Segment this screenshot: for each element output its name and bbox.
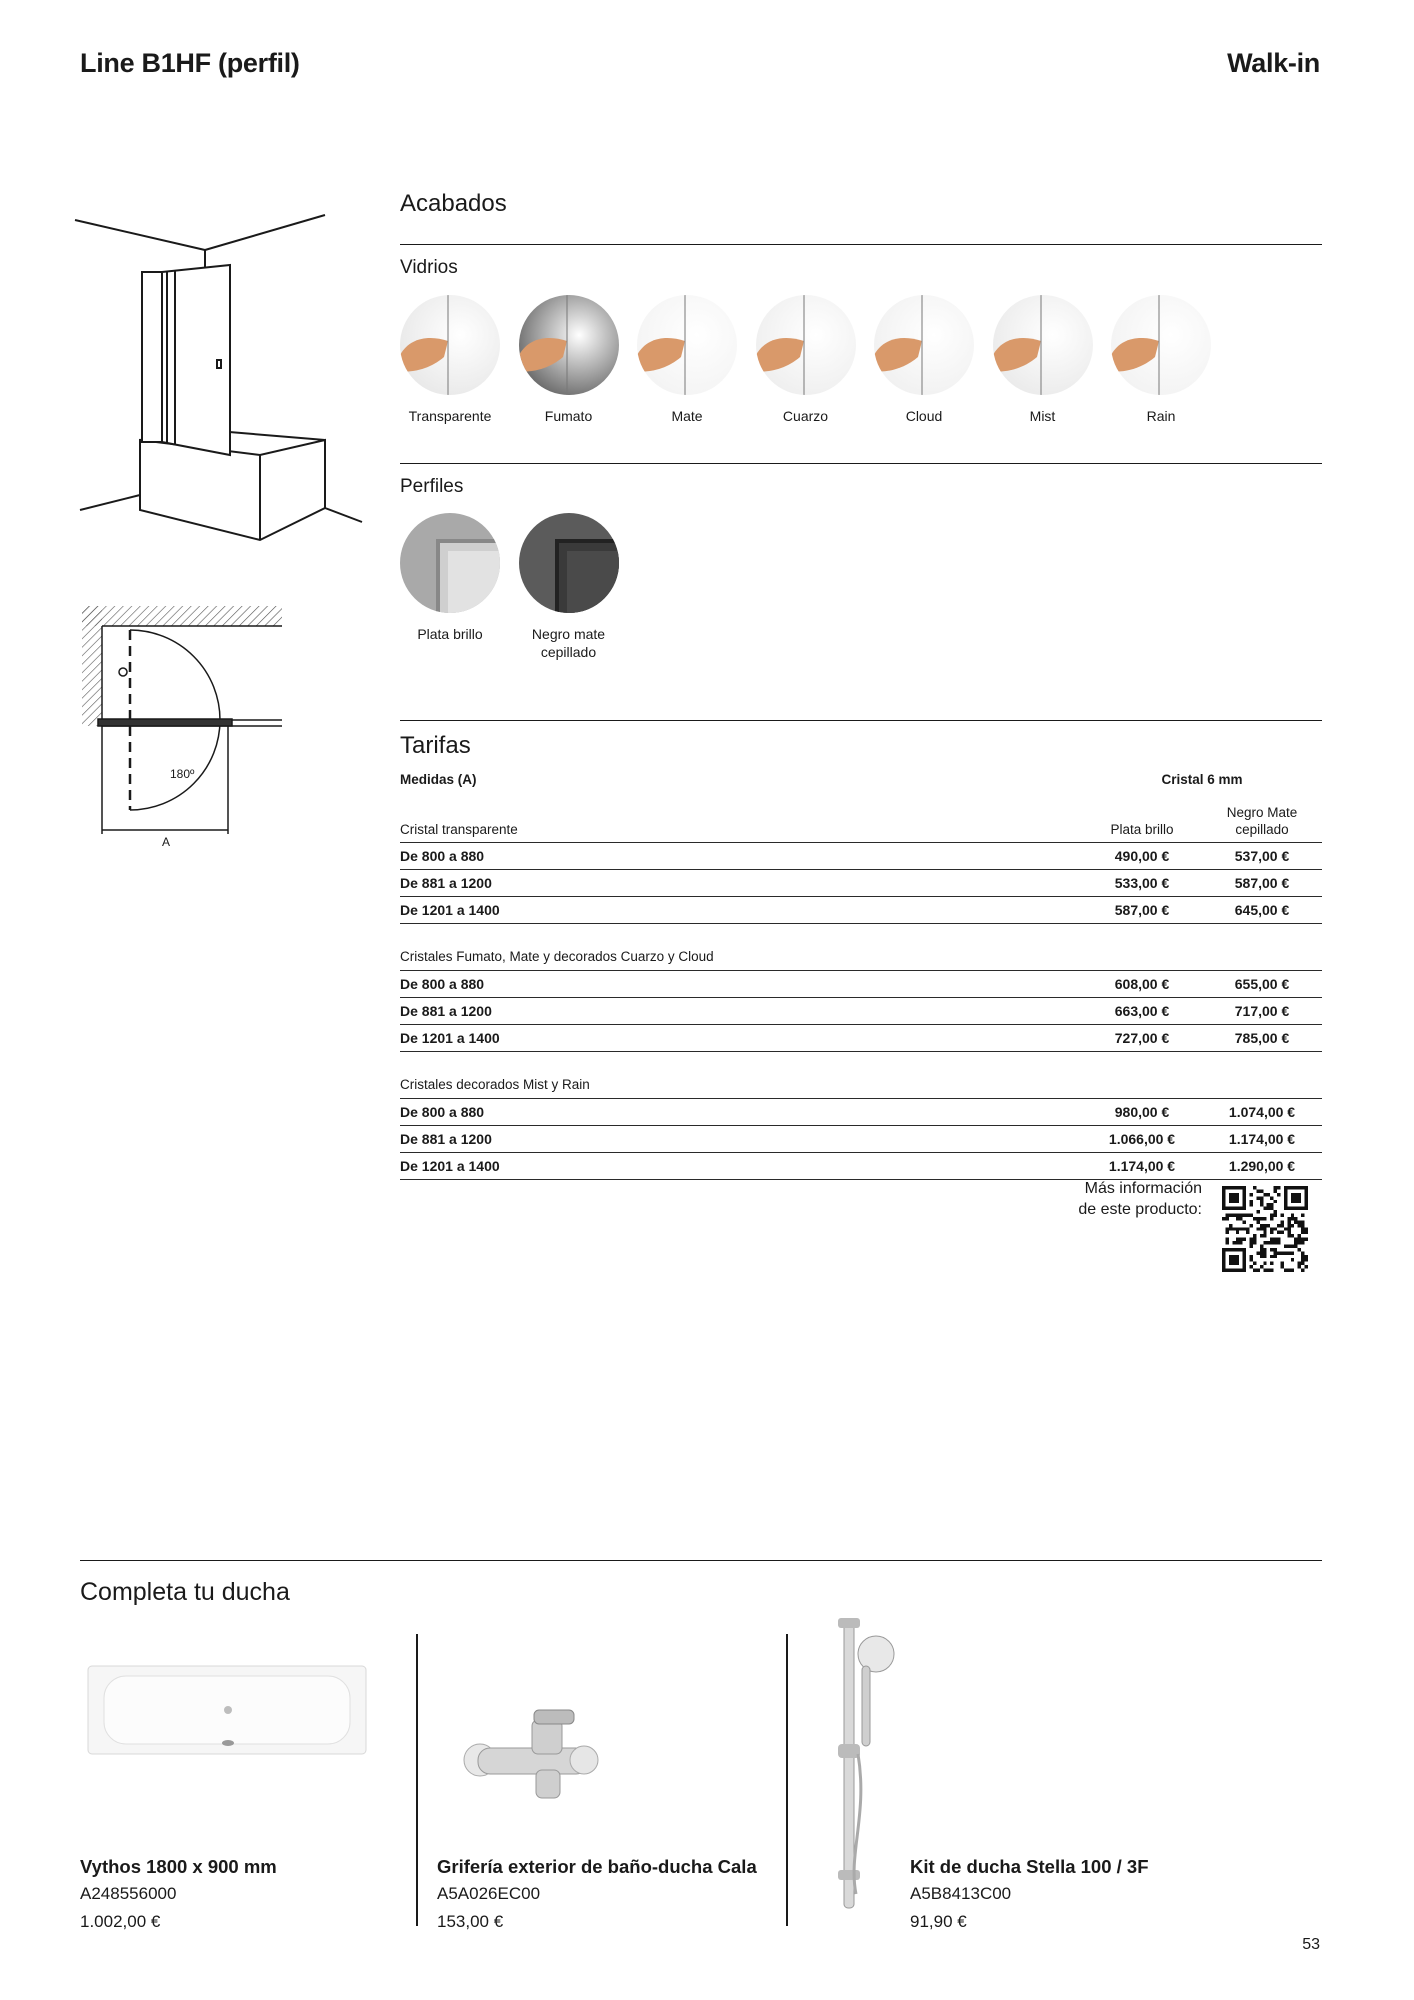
product-price: 91,90 € (910, 1912, 967, 1931)
column-header: Negro Mate cepillado (1202, 802, 1322, 843)
qr-code-icon[interactable] (1222, 1186, 1308, 1272)
size-cell: De 1201 a 1400 (400, 1025, 1082, 1052)
price-cell: 1.174,00 € (1082, 1153, 1202, 1180)
product-name[interactable]: Vythos 1800 x 900 mm (80, 1856, 277, 1877)
product-name[interactable]: Grifería exterior de baño-ducha Cala (437, 1856, 757, 1877)
glass-thickness-label: Cristal 6 mm (1161, 772, 1243, 787)
swatch-label: Plata brillo (417, 626, 483, 642)
complete-title: Completa tu ducha (80, 1578, 290, 1606)
plan-view-drawing (78, 600, 298, 850)
page-number: 53 (1302, 1936, 1320, 1953)
price-cell: 533,00 € (1082, 870, 1202, 897)
product-code: A5B8413C00 (910, 1884, 1012, 1903)
product-card[interactable] (437, 1856, 757, 1932)
swatch-circle[interactable] (1111, 295, 1211, 395)
divider (400, 463, 1322, 464)
table-row (400, 1153, 1322, 1180)
finish-swatch[interactable] (519, 295, 619, 425)
price-cell: 1.290,00 € (1202, 1153, 1322, 1180)
divider (400, 244, 1322, 245)
swatch-circle[interactable] (637, 295, 737, 395)
column-header: Plata brillo (1082, 802, 1202, 843)
size-cell: De 800 a 880 (400, 1099, 1082, 1126)
price-table (400, 772, 1322, 1180)
swatch-label: Cloud (905, 408, 943, 424)
measures-label: Medidas (A) (400, 772, 477, 787)
product-code: A5A026EC00 (437, 1884, 541, 1903)
price-cell: 663,00 € (1082, 998, 1202, 1025)
price-cell: 608,00 € (1082, 971, 1202, 998)
category-title: Walk-in (1227, 48, 1320, 78)
group-label: Cristal transparente (400, 802, 1082, 843)
glass-subtitle: Vidrios (400, 257, 458, 278)
more-info-line1: Más información (1084, 1180, 1202, 1197)
table-row (400, 1126, 1322, 1153)
product-card[interactable] (910, 1856, 1149, 1932)
product-price: 1.002,00 € (80, 1912, 161, 1931)
swatch-circle[interactable] (519, 295, 619, 395)
swatch-circle[interactable] (993, 295, 1093, 395)
angle-label: 180º (170, 767, 195, 781)
swatch-circle[interactable] (400, 295, 500, 395)
finishes-title: Acabados (400, 190, 507, 217)
swatch-label: Transparente (408, 408, 492, 424)
more-info-line2: de este producto: (1078, 1201, 1202, 1218)
price-cell: 537,00 € (1202, 843, 1322, 870)
table-row (400, 1099, 1322, 1126)
group-label: Cristales decorados Mist y Rain (400, 1052, 1322, 1099)
size-cell: De 800 a 880 (400, 971, 1082, 998)
swatch-circle[interactable] (874, 295, 974, 395)
swatch-label: Cuarzo (782, 408, 829, 424)
finish-swatch[interactable] (756, 295, 856, 425)
bathtub-image[interactable] (86, 1664, 368, 1758)
table-row (400, 870, 1322, 897)
divider (80, 1560, 1322, 1561)
size-cell: De 1201 a 1400 (400, 1153, 1082, 1180)
divider (400, 720, 1322, 721)
page-title: Line B1HF (perfil) (80, 48, 300, 78)
size-cell: De 1201 a 1400 (400, 897, 1082, 924)
price-cell: 587,00 € (1202, 870, 1322, 897)
swatch-label: Mate (671, 408, 703, 424)
price-cell: 490,00 € (1082, 843, 1202, 870)
bath-screen-perspective-drawing (70, 210, 370, 550)
swatch-circle[interactable] (400, 513, 500, 613)
table-row (400, 971, 1322, 998)
product-card[interactable] (80, 1856, 277, 1932)
swatch-label: Rain (1146, 408, 1176, 424)
shower-kit-image[interactable] (828, 1614, 898, 1914)
price-cell: 1.174,00 € (1202, 1126, 1322, 1153)
price-cell: 717,00 € (1202, 998, 1322, 1025)
swatch-label: Negro mate cepillado (531, 626, 606, 660)
product-price: 153,00 € (437, 1912, 504, 1931)
finish-swatch[interactable] (1111, 295, 1211, 425)
price-cell: 655,00 € (1202, 971, 1322, 998)
product-code: A248556000 (80, 1884, 177, 1903)
group-label: Cristales Fumato, Mate y decorados Cuarzo y Cloud (400, 924, 1322, 971)
finish-swatch[interactable] (400, 295, 500, 425)
price-cell: 727,00 € (1082, 1025, 1202, 1052)
table-row (400, 843, 1322, 870)
product-divider (416, 1634, 418, 1926)
finish-swatch[interactable] (400, 513, 500, 643)
finish-swatch[interactable] (519, 513, 619, 661)
price-cell: 1.074,00 € (1202, 1099, 1322, 1126)
dimension-label: A (162, 835, 171, 849)
price-cell: 785,00 € (1202, 1025, 1322, 1052)
rates-title: Tarifas (400, 732, 471, 759)
more-info-text (1002, 1178, 1202, 1220)
swatch-label: Fumato (544, 408, 593, 424)
swatch-label: Mist (1029, 408, 1056, 424)
size-cell: De 881 a 1200 (400, 1126, 1082, 1153)
price-cell: 645,00 € (1202, 897, 1322, 924)
table-row (400, 998, 1322, 1025)
product-name[interactable]: Kit de ducha Stella 100 / 3F (910, 1856, 1149, 1877)
swatch-circle[interactable] (756, 295, 856, 395)
product-divider (786, 1634, 788, 1926)
price-cell: 1.066,00 € (1082, 1126, 1202, 1153)
finish-swatch[interactable] (993, 295, 1093, 425)
finish-swatch[interactable] (874, 295, 974, 425)
size-cell: De 881 a 1200 (400, 998, 1082, 1025)
table-row (400, 1025, 1322, 1052)
table-row (400, 897, 1322, 924)
size-cell: De 800 a 880 (400, 843, 1082, 870)
profiles-subtitle: Perfiles (400, 476, 464, 497)
price-cell: 587,00 € (1082, 897, 1202, 924)
bath-shower-mixer-image[interactable] (458, 1700, 608, 1810)
finish-swatch[interactable] (637, 295, 737, 425)
swatch-circle[interactable] (519, 513, 619, 613)
size-cell: De 881 a 1200 (400, 870, 1082, 897)
price-cell: 980,00 € (1082, 1099, 1202, 1126)
